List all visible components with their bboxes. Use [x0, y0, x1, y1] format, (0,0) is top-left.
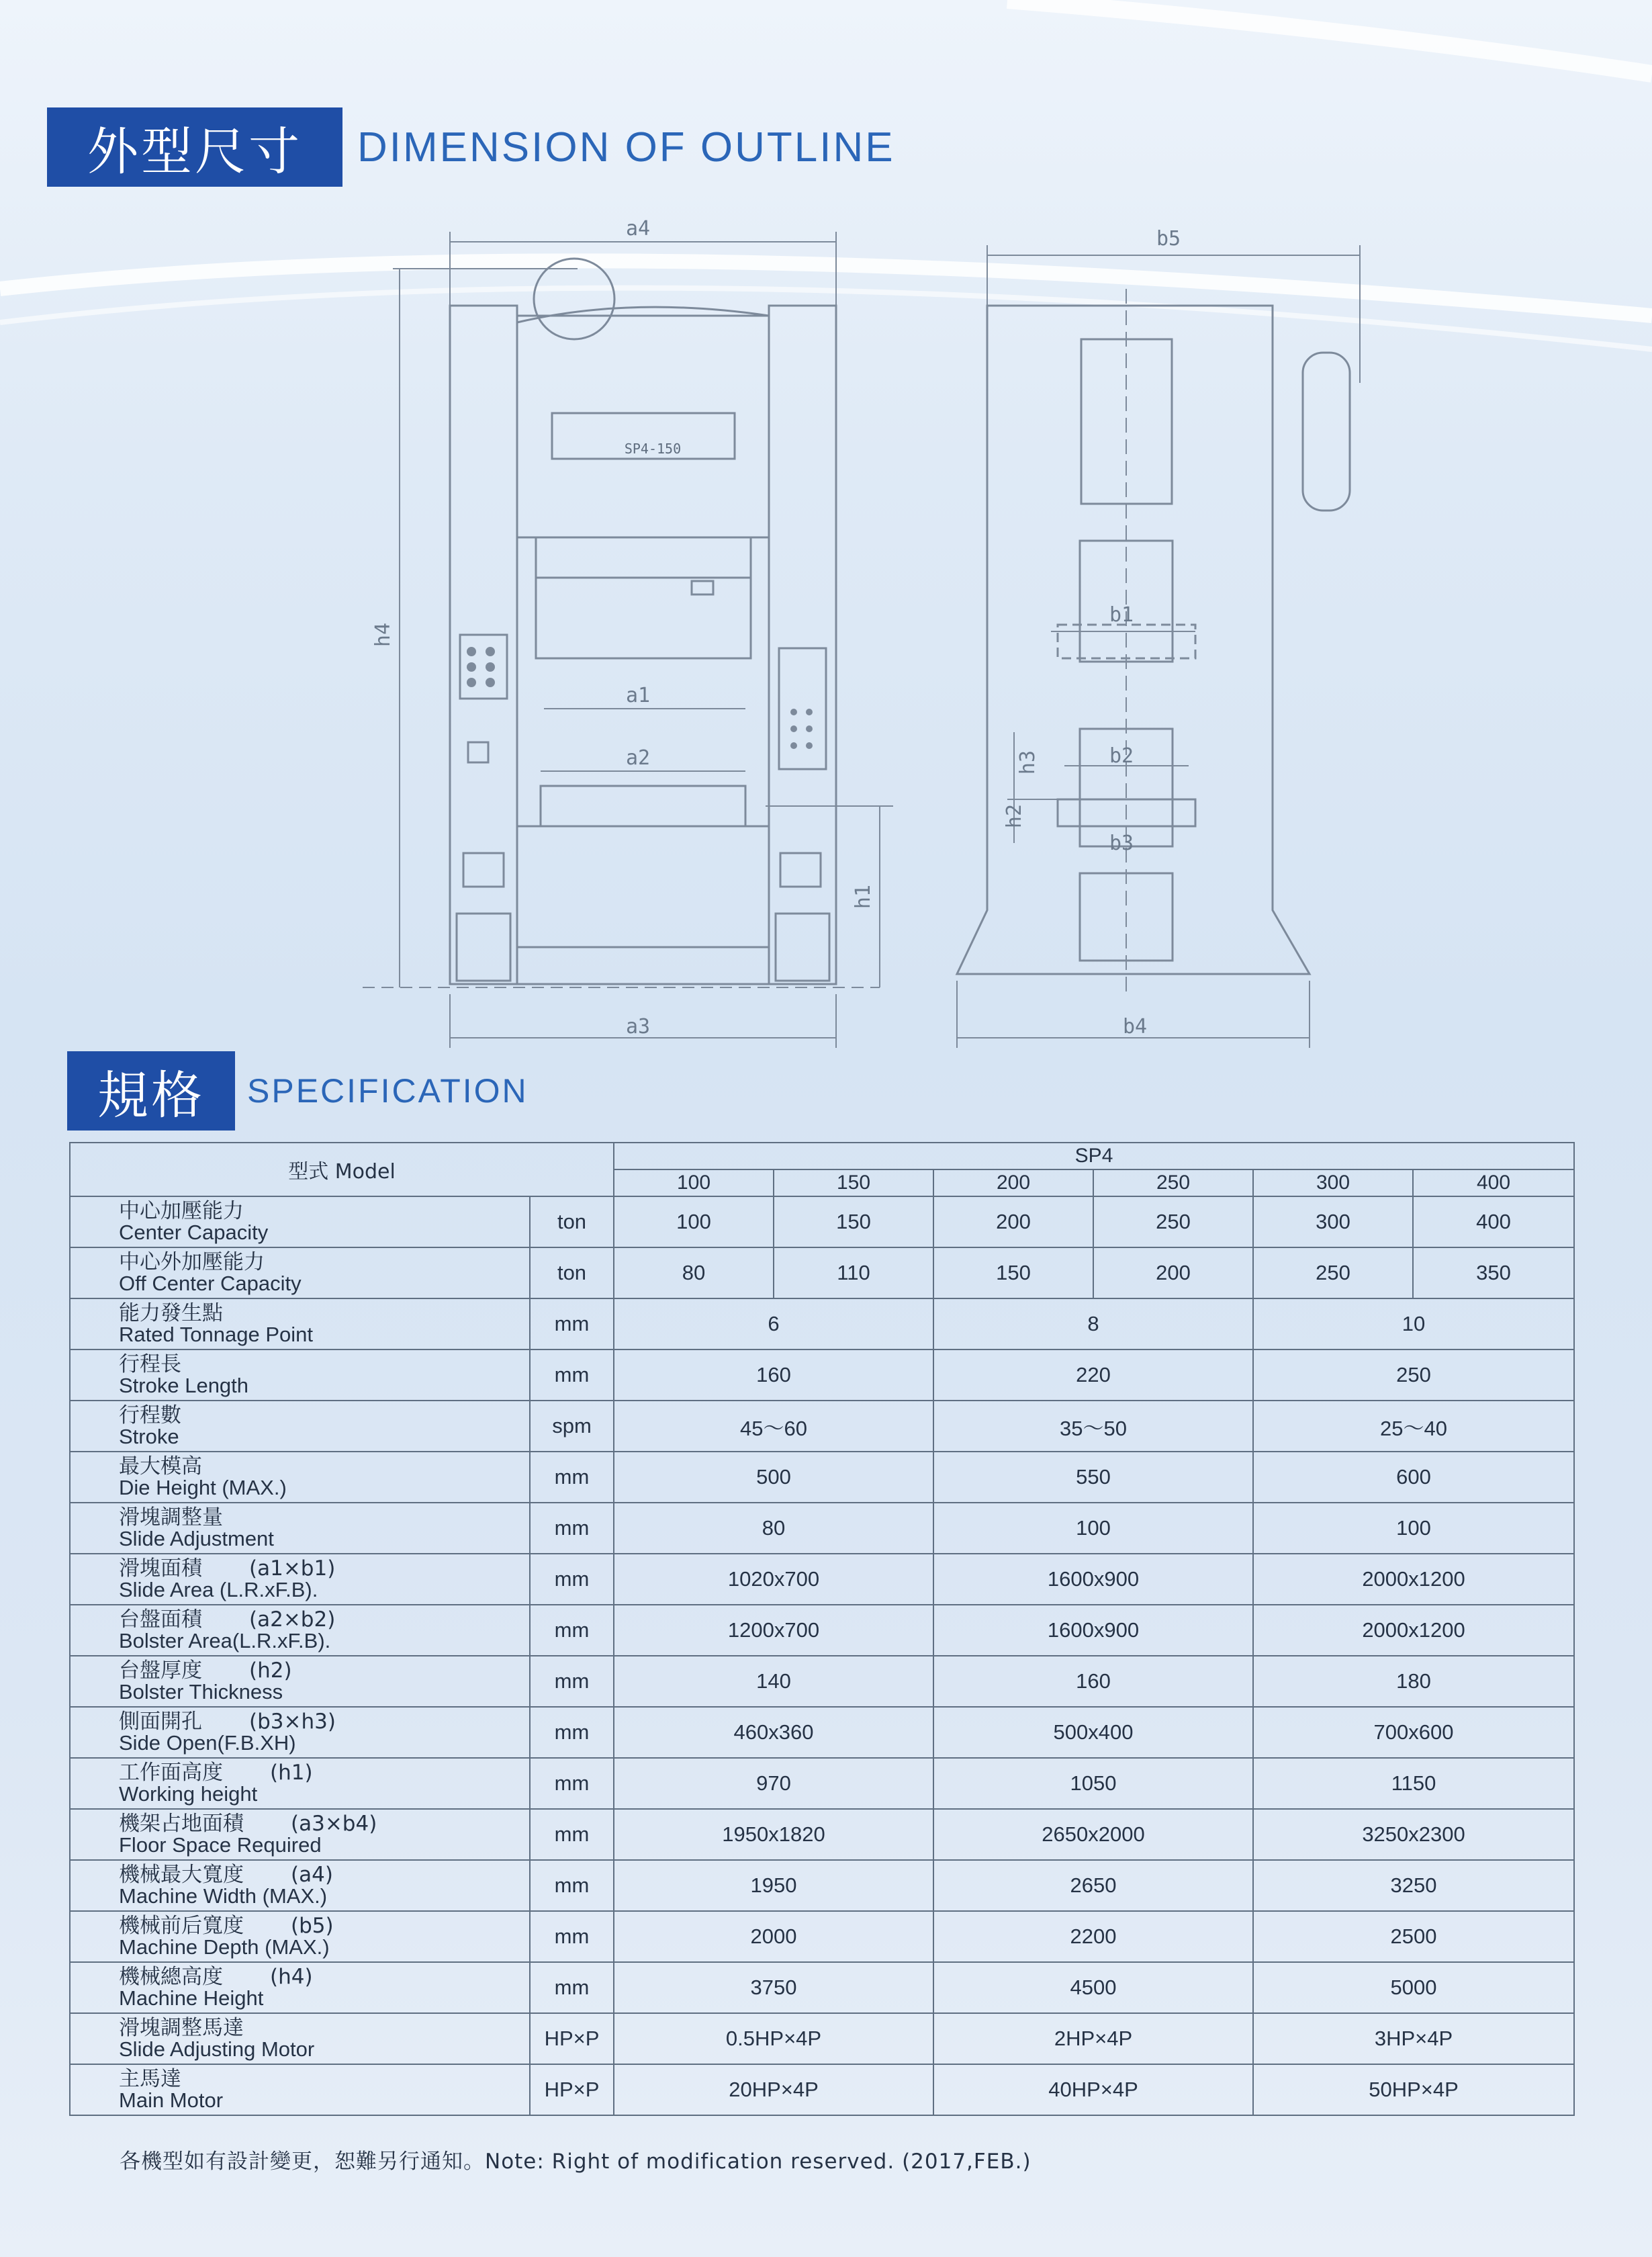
value-cell: 20HP×4P: [614, 2064, 933, 2115]
table-row: [70, 1298, 1574, 1349]
row-label: [70, 1452, 530, 1503]
row-label-symbol: (b5): [291, 1914, 334, 1938]
table-row: [70, 2064, 1574, 2115]
row-label: [70, 1349, 530, 1401]
row-unit: mm: [530, 1554, 614, 1605]
table-row: [70, 1758, 1574, 1809]
value-cell: 460x360: [614, 1707, 933, 1758]
value-cell: 2HP×4P: [933, 2013, 1253, 2064]
row-label: [70, 1758, 530, 1809]
row-label-en: Slide Adjustment: [119, 1527, 274, 1550]
dimension-title-cn: 外型尺寸: [47, 107, 342, 187]
row-label-en: Working height: [119, 1782, 258, 1806]
row-label-cn: [119, 1763, 529, 1783]
row-label-en: Side Open(F.B.XH): [119, 1731, 296, 1755]
table-row: [70, 1911, 1574, 1962]
value-cell: 250: [1093, 1196, 1253, 1247]
value-cell: 300: [1253, 1196, 1413, 1247]
row-label-cn: [119, 1558, 529, 1579]
value-cell: 2650: [933, 1860, 1253, 1911]
value-cell: 1200x700: [614, 1605, 933, 1656]
value-cell: 25～40: [1253, 1401, 1574, 1452]
row-label-symbol: (a1×b1): [249, 1556, 336, 1581]
value-cell: 140: [614, 1656, 933, 1707]
value-cell: 150: [774, 1196, 933, 1247]
value-cell: 500: [614, 1452, 933, 1503]
row-label-cn: [119, 1967, 529, 1988]
row-label-cn: [119, 1609, 529, 1630]
value-cell: 1150: [1253, 1758, 1574, 1809]
value-cell: 2650x2000: [933, 1809, 1253, 1860]
value-cell: 3750: [614, 1962, 933, 2013]
row-label-en: Off Center Capacity: [119, 1272, 302, 1295]
table-row: [70, 1605, 1574, 1656]
brand-plate-text: SP4-150: [624, 441, 682, 457]
row-label-en: Center Capacity: [119, 1221, 269, 1244]
row-label-cn-text: 機械總高度: [119, 1965, 223, 1989]
table-row: [70, 2013, 1574, 2064]
row-label-cn: [119, 1456, 529, 1477]
value-cell: 700x600: [1253, 1707, 1574, 1758]
table-row: [70, 1809, 1574, 1860]
label-h1: h1: [852, 884, 875, 910]
row-label-symbol: (h1): [270, 1761, 313, 1785]
row-label-cn: [119, 1814, 529, 1834]
value-cell: 200: [1093, 1247, 1253, 1298]
row-label-en: Bolster Thickness: [119, 1680, 283, 1703]
label-a3: a3: [625, 1015, 651, 1038]
row-label-en: Floor Space Required: [119, 1833, 322, 1857]
row-label-en: Machine Width (MAX.): [119, 1884, 328, 1908]
row-label-cn-text: 滑塊調整馬達: [119, 2016, 244, 2040]
row-label-cn-text: 行程數: [119, 1403, 181, 1427]
value-cell: 0.5HP×4P: [614, 2013, 933, 2064]
value-cell: 100: [614, 1196, 774, 1247]
row-label: [70, 1911, 530, 1962]
row-label: [70, 1554, 530, 1605]
row-label-en: Slide Adjusting Motor: [119, 2037, 315, 2061]
value-cell: 6: [614, 1298, 933, 1349]
row-label-cn: [119, 1252, 529, 1273]
row-label-cn-text: 滑塊面積: [119, 1556, 202, 1581]
row-unit: mm: [530, 1707, 614, 1758]
row-label-cn: [119, 1916, 529, 1937]
row-label-cn-text: 中心外加壓能力: [119, 1250, 265, 1274]
row-unit: HP×P: [530, 2013, 614, 2064]
value-cell: 500x400: [933, 1707, 1253, 1758]
value-cell: 50HP×4P: [1253, 2064, 1574, 2115]
row-label: [70, 1401, 530, 1452]
value-cell: 250: [1253, 1247, 1413, 1298]
row-label: [70, 1656, 530, 1707]
table-row: [70, 1401, 1574, 1452]
spec-title-en: SPECIFICATION: [247, 1072, 529, 1110]
spec-table: [69, 1142, 1575, 2116]
row-label-cn: [119, 2069, 529, 2090]
value-cell: 350: [1413, 1247, 1574, 1298]
row-unit: ton: [530, 1196, 614, 1247]
row-label-cn-text: 最大模高: [119, 1454, 202, 1478]
value-cell: 110: [774, 1247, 933, 1298]
row-label: [70, 2013, 530, 2064]
label-h2: h2: [1003, 803, 1026, 829]
row-label-en: Slide Area (L.R.xF.B).: [119, 1578, 318, 1601]
value-cell: 80: [614, 1247, 774, 1298]
row-unit: ton: [530, 1247, 614, 1298]
row-unit: mm: [530, 1860, 614, 1911]
row-unit: mm: [530, 1605, 614, 1656]
row-label-cn: [119, 1712, 529, 1732]
value-cell: 2200: [933, 1911, 1253, 1962]
value-cell: 3250: [1253, 1860, 1574, 1911]
value-cell: 1600x900: [933, 1605, 1253, 1656]
row-label-en: Die Height (MAX.): [119, 1476, 287, 1499]
table-row: [70, 1196, 1574, 1247]
table-row: [70, 1656, 1574, 1707]
row-label-symbol: (h4): [270, 1965, 313, 1989]
row-label: [70, 1247, 530, 1298]
row-label-symbol: (a2×b2): [249, 1607, 336, 1632]
row-label: [70, 1298, 530, 1349]
label-a4: a4: [625, 217, 651, 240]
value-cell: 160: [614, 1349, 933, 1401]
model-col-header: 100: [614, 1169, 774, 1196]
model-col-header: 250: [1093, 1169, 1253, 1196]
model-col-header: 150: [774, 1169, 933, 1196]
row-label: [70, 1503, 530, 1554]
value-cell: 200: [933, 1196, 1093, 1247]
table-row: [70, 1503, 1574, 1554]
row-unit: HP×P: [530, 2064, 614, 2115]
row-label-cn: [119, 1303, 529, 1324]
model-col-header: 400: [1413, 1169, 1574, 1196]
row-label-en: Main Motor: [119, 2088, 224, 2112]
value-cell: 5000: [1253, 1962, 1574, 2013]
value-cell: 1020x700: [614, 1554, 933, 1605]
table-row: [70, 1452, 1574, 1503]
value-cell: 2000x1200: [1253, 1554, 1574, 1605]
value-cell: 160: [933, 1656, 1253, 1707]
row-label-cn-text: 台盤厚度: [119, 1658, 202, 1683]
value-cell: 550: [933, 1452, 1253, 1503]
row-label-symbol: (a3×b4): [291, 1812, 377, 1836]
row-unit: mm: [530, 1911, 614, 1962]
row-label-cn-text: 滑塊調整量: [119, 1505, 223, 1530]
row-unit: spm: [530, 1401, 614, 1452]
row-label-cn: [119, 1405, 529, 1426]
value-cell: 180: [1253, 1656, 1574, 1707]
value-cell: 3250x2300: [1253, 1809, 1574, 1860]
row-label-cn-text: 主馬達: [119, 2067, 181, 2091]
model-col-header: 200: [933, 1169, 1093, 1196]
row-label: [70, 1962, 530, 2013]
outline-drawing: [363, 215, 1397, 1061]
row-label-cn-text: 機械最大寬度: [119, 1863, 244, 1887]
row-label-symbol: (h2): [249, 1658, 292, 1683]
row-label: [70, 1605, 530, 1656]
row-label-symbol: (b3×h3): [249, 1710, 336, 1734]
value-cell: 600: [1253, 1452, 1574, 1503]
value-cell: 1950: [614, 1860, 933, 1911]
table-row: [70, 1554, 1574, 1605]
value-cell: 1600x900: [933, 1554, 1253, 1605]
row-unit: mm: [530, 1298, 614, 1349]
label-b2: b2: [1109, 744, 1134, 768]
row-label-cn: [119, 1354, 529, 1375]
value-cell: 8: [933, 1298, 1253, 1349]
value-cell: 45～60: [614, 1401, 933, 1452]
value-cell: 400: [1413, 1196, 1574, 1247]
row-label-cn-text: 能力發生點: [119, 1301, 223, 1325]
value-cell: 150: [933, 1247, 1093, 1298]
row-label-en: Rated Tonnage Point: [119, 1323, 313, 1346]
value-cell: 35～50: [933, 1401, 1253, 1452]
table-row: [70, 1860, 1574, 1911]
row-unit: mm: [530, 1809, 614, 1860]
model-col-header: 300: [1253, 1169, 1413, 1196]
value-cell: 3HP×4P: [1253, 2013, 1574, 2064]
row-label: [70, 1809, 530, 1860]
footnote: 各機型如有設計變更，恕難另行通知。Note: Right of modification reserved. (2017,FEB.): [120, 2150, 1031, 2174]
value-cell: 220: [933, 1349, 1253, 1401]
row-label-cn-text: 工作面高度: [119, 1761, 223, 1785]
value-cell: 250: [1253, 1349, 1574, 1401]
table-row: [70, 1962, 1574, 2013]
value-cell: 970: [614, 1758, 933, 1809]
row-label-cn: [119, 1507, 529, 1528]
table-row: [70, 1349, 1574, 1401]
row-unit: mm: [530, 1758, 614, 1809]
spec-header: [67, 1051, 529, 1131]
row-label-cn-text: 台盤面積: [119, 1607, 202, 1632]
value-cell: 4500: [933, 1962, 1253, 2013]
row-label-en: Bolster Area(L.R.xF.B).: [119, 1629, 331, 1652]
row-label-en: Machine Depth (MAX.): [119, 1935, 330, 1959]
row-label-cn: [119, 2018, 529, 2039]
row-unit: mm: [530, 1503, 614, 1554]
table-row: [70, 1707, 1574, 1758]
series-header: SP4: [614, 1143, 1574, 1169]
label-h3: h3: [1016, 750, 1040, 775]
value-cell: 80: [614, 1503, 933, 1554]
row-label-cn-text: 機架占地面積: [119, 1812, 244, 1836]
row-label-cn-text: 側面開孔: [119, 1710, 202, 1734]
row-label: [70, 1860, 530, 1911]
value-cell: 100: [933, 1503, 1253, 1554]
value-cell: 2500: [1253, 1911, 1574, 1962]
value-cell: 100: [1253, 1503, 1574, 1554]
value-cell: 10: [1253, 1298, 1574, 1349]
value-cell: 2000: [614, 1911, 933, 1962]
label-b3: b3: [1109, 832, 1134, 855]
row-label-cn: [119, 1201, 529, 1222]
table-row: [70, 1247, 1574, 1298]
label-b1: b1: [1109, 603, 1134, 627]
label-a2: a2: [625, 746, 651, 770]
label-h4: h4: [371, 622, 395, 648]
value-cell: 1950x1820: [614, 1809, 933, 1860]
row-unit: mm: [530, 1656, 614, 1707]
row-label: [70, 2064, 530, 2115]
row-label: [70, 1196, 530, 1247]
spec-title-cn: 規格: [67, 1051, 235, 1131]
row-label-cn: [119, 1658, 529, 1683]
value-cell: 1050: [933, 1758, 1253, 1809]
row-unit: mm: [530, 1962, 614, 2013]
row-label-cn-text: 機械前后寬度: [119, 1914, 244, 1938]
row-unit: mm: [530, 1452, 614, 1503]
row-label-cn-text: 行程長: [119, 1352, 181, 1376]
model-header: 型式 Model: [70, 1143, 614, 1196]
row-label-en: Stroke Length: [119, 1374, 249, 1397]
row-label: [70, 1707, 530, 1758]
value-cell: 40HP×4P: [933, 2064, 1253, 2115]
label-b5: b5: [1156, 227, 1181, 251]
label-a1: a1: [625, 684, 651, 707]
row-unit: mm: [530, 1349, 614, 1401]
row-label-en: Machine Height: [119, 1986, 264, 2010]
row-label-en: Stroke: [119, 1425, 179, 1448]
value-cell: 2000x1200: [1253, 1605, 1574, 1656]
row-label-cn: [119, 1865, 529, 1886]
dimension-header: [47, 107, 895, 187]
dimension-title-en: DIMENSION OF OUTLINE: [357, 124, 895, 171]
row-label-symbol: (a4): [291, 1863, 333, 1887]
row-label-cn-text: 中心加壓能力: [119, 1199, 244, 1223]
label-b4: b4: [1122, 1015, 1148, 1038]
